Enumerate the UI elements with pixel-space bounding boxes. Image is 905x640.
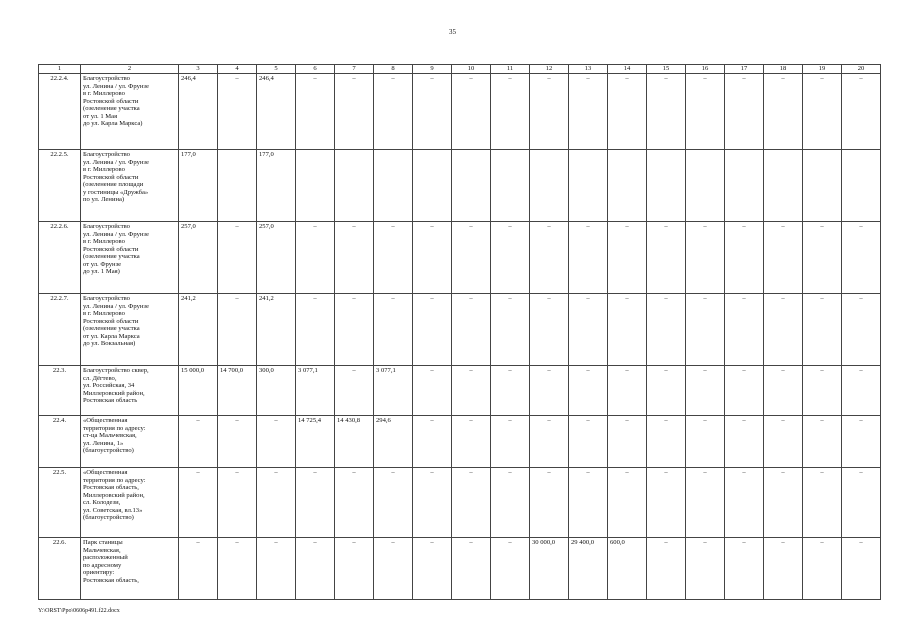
value-cell [530, 150, 569, 222]
column-number-cell: 2 [81, 65, 179, 74]
row-number-cell: 22.2.7. [39, 294, 81, 366]
value-cell: – [491, 222, 530, 294]
value-cell: 30 000,0 [530, 538, 569, 600]
column-number-row [39, 65, 881, 74]
value-cell: – [647, 222, 686, 294]
value-cell: – [725, 294, 764, 366]
value-cell: – [218, 294, 257, 366]
value-cell: – [764, 366, 803, 416]
value-cell: – [491, 538, 530, 600]
value-cell [764, 150, 803, 222]
table-row [39, 74, 881, 150]
row-number-cell: 22.2.4. [39, 74, 81, 150]
value-cell: – [296, 468, 335, 538]
value-cell: – [608, 416, 647, 468]
value-cell: – [608, 74, 647, 150]
value-cell: 246,4 [257, 74, 296, 150]
column-number-cell: 3 [179, 65, 218, 74]
value-cell: – [413, 294, 452, 366]
object-name-cell: Благоустройство ул. Ленина / ул. Фрунзе в г. Миллерово Ростовской области (озеленение участка от ул. Карла Маркса до ул. Вокзальная) [81, 294, 179, 366]
value-cell: – [803, 222, 842, 294]
value-cell: – [569, 222, 608, 294]
value-cell: – [608, 366, 647, 416]
value-cell: – [491, 294, 530, 366]
value-cell: – [452, 222, 491, 294]
value-cell: 14 430,8 [335, 416, 374, 468]
value-cell: 3 077,1 [374, 366, 413, 416]
column-number-cell: 13 [569, 65, 608, 74]
value-cell: – [335, 74, 374, 150]
column-number-cell: 1 [39, 65, 81, 74]
value-cell: – [218, 74, 257, 150]
value-cell: – [452, 74, 491, 150]
value-cell: 14 725,4 [296, 416, 335, 468]
value-cell: – [842, 538, 881, 600]
object-name-cell: Благоустройство сквер, сл. Дёгтево, ул. Российская, 34 Миллеровский район, Ростовская область [81, 366, 179, 416]
column-number-cell: 18 [764, 65, 803, 74]
value-cell: 257,0 [257, 222, 296, 294]
value-cell: – [764, 416, 803, 468]
value-cell: – [842, 416, 881, 468]
value-cell: – [803, 74, 842, 150]
row-number-cell: 22.6. [39, 538, 81, 600]
value-cell: – [179, 416, 218, 468]
value-cell: – [491, 468, 530, 538]
value-cell: – [413, 74, 452, 150]
value-cell [452, 150, 491, 222]
value-cell: – [569, 416, 608, 468]
value-cell [374, 150, 413, 222]
value-cell [569, 150, 608, 222]
object-name-cell: «Общественная территория по адресу: Ростовская область, Миллеровский район, сл. Колодези, ул. Советская, вл.13» (благоустройство) [81, 468, 179, 538]
value-cell: – [725, 416, 764, 468]
table-row [39, 366, 881, 416]
value-cell: – [218, 468, 257, 538]
value-cell: 177,0 [257, 150, 296, 222]
value-cell: – [842, 222, 881, 294]
value-cell: – [374, 468, 413, 538]
value-cell: – [218, 222, 257, 294]
column-number-cell: 4 [218, 65, 257, 74]
column-number-cell: 19 [803, 65, 842, 74]
value-cell: – [335, 222, 374, 294]
value-cell: – [530, 416, 569, 468]
value-cell: – [647, 366, 686, 416]
value-cell: – [803, 468, 842, 538]
value-cell: – [218, 416, 257, 468]
value-cell [686, 150, 725, 222]
value-cell: – [647, 468, 686, 538]
value-cell [803, 150, 842, 222]
value-cell: – [374, 222, 413, 294]
value-cell: – [686, 74, 725, 150]
value-cell: – [842, 74, 881, 150]
value-cell [842, 150, 881, 222]
row-number-cell: 22.3. [39, 366, 81, 416]
column-number-cell: 9 [413, 65, 452, 74]
value-cell [491, 150, 530, 222]
value-cell: – [413, 222, 452, 294]
value-cell: – [374, 74, 413, 150]
value-cell: – [686, 538, 725, 600]
value-cell: – [686, 222, 725, 294]
column-number-cell: 10 [452, 65, 491, 74]
table-row [39, 416, 881, 468]
value-cell: – [842, 366, 881, 416]
program-table [38, 64, 881, 600]
table-row [39, 222, 881, 294]
value-cell [413, 150, 452, 222]
value-cell: – [452, 538, 491, 600]
value-cell: – [608, 294, 647, 366]
row-number-cell: 22.2.5. [39, 150, 81, 222]
value-cell: – [569, 366, 608, 416]
value-cell: – [530, 294, 569, 366]
value-cell: – [296, 222, 335, 294]
value-cell: – [764, 538, 803, 600]
value-cell: – [647, 294, 686, 366]
value-cell: 3 077,1 [296, 366, 335, 416]
page-number: 35 [449, 28, 456, 36]
value-cell: – [647, 416, 686, 468]
value-cell: 29 400,0 [569, 538, 608, 600]
value-cell: – [725, 74, 764, 150]
value-cell: – [803, 416, 842, 468]
row-number-cell: 22.2.6. [39, 222, 81, 294]
column-number-cell: 8 [374, 65, 413, 74]
value-cell: – [452, 366, 491, 416]
value-cell [647, 150, 686, 222]
value-cell: 241,2 [179, 294, 218, 366]
value-cell: 14 700,0 [218, 366, 257, 416]
value-cell: – [257, 468, 296, 538]
value-cell: – [647, 74, 686, 150]
value-cell: – [335, 294, 374, 366]
value-cell: – [374, 294, 413, 366]
object-name-cell: Парк станицы Мальчевская, расположенный по адресному ориентиру: Ростовская область, [81, 538, 179, 600]
value-cell: – [803, 366, 842, 416]
value-cell: – [179, 468, 218, 538]
value-cell: 257,0 [179, 222, 218, 294]
value-cell: – [725, 468, 764, 538]
value-cell [218, 150, 257, 222]
value-cell: – [452, 294, 491, 366]
value-cell: – [257, 538, 296, 600]
value-cell: – [296, 74, 335, 150]
value-cell: – [335, 468, 374, 538]
value-cell: – [530, 468, 569, 538]
column-number-cell: 16 [686, 65, 725, 74]
value-cell: 294,6 [374, 416, 413, 468]
value-cell: – [764, 468, 803, 538]
value-cell [335, 150, 374, 222]
value-cell: – [335, 538, 374, 600]
value-cell: – [179, 538, 218, 600]
value-cell: – [647, 538, 686, 600]
table-row [39, 294, 881, 366]
value-cell: – [413, 538, 452, 600]
value-cell [608, 150, 647, 222]
column-number-cell: 12 [530, 65, 569, 74]
table-row [39, 468, 881, 538]
value-cell: – [413, 366, 452, 416]
value-cell: – [764, 222, 803, 294]
value-cell: – [725, 222, 764, 294]
value-cell: 177,0 [179, 150, 218, 222]
object-name-cell: «Общественная территория по адресу: ст-ца Мальчевская, ул. Ленина, 1» (благоустройство) [81, 416, 179, 468]
value-cell: – [569, 294, 608, 366]
value-cell: – [413, 416, 452, 468]
value-cell: 600,0 [608, 538, 647, 600]
value-cell: – [803, 294, 842, 366]
value-cell: – [842, 468, 881, 538]
value-cell: – [491, 366, 530, 416]
value-cell: – [803, 538, 842, 600]
value-cell: – [725, 538, 764, 600]
column-number-cell: 17 [725, 65, 764, 74]
value-cell: – [725, 366, 764, 416]
value-cell: – [686, 416, 725, 468]
value-cell: – [491, 74, 530, 150]
value-cell: – [764, 74, 803, 150]
value-cell: – [335, 366, 374, 416]
value-cell [296, 150, 335, 222]
value-cell: 241,2 [257, 294, 296, 366]
column-number-cell: 7 [335, 65, 374, 74]
value-cell: – [530, 74, 569, 150]
object-name-cell: Благоустройство ул. Ленина / ул. Фрунзе в г. Миллерово Ростовской области (озеленение площади у гостиницы «Дружба» по ул. Ленина) [81, 150, 179, 222]
value-cell: – [842, 294, 881, 366]
value-cell: – [452, 468, 491, 538]
value-cell: – [491, 416, 530, 468]
value-cell: – [296, 538, 335, 600]
value-cell: – [686, 366, 725, 416]
value-cell: – [608, 222, 647, 294]
value-cell: 300,0 [257, 366, 296, 416]
file-path-footer: Y:\ORST\Ppo\0606p491.f22.docx [38, 608, 120, 614]
row-number-cell: 22.5. [39, 468, 81, 538]
value-cell: – [452, 416, 491, 468]
row-number-cell: 22.4. [39, 416, 81, 468]
column-number-cell: 5 [257, 65, 296, 74]
table-row [39, 150, 881, 222]
value-cell: – [569, 468, 608, 538]
value-cell: – [413, 468, 452, 538]
value-cell: – [530, 222, 569, 294]
column-number-cell: 14 [608, 65, 647, 74]
value-cell: – [569, 74, 608, 150]
value-cell: – [257, 416, 296, 468]
column-number-cell: 20 [842, 65, 881, 74]
column-number-cell: 6 [296, 65, 335, 74]
object-name-cell: Благоустройство ул. Ленина / ул. Фрунзе в г. Миллерово Ростовской области (озеленение участка от ул. Фрунзе до ул. 1 Мая) [81, 222, 179, 294]
value-cell: – [218, 538, 257, 600]
value-cell: 246,4 [179, 74, 218, 150]
table-row [39, 538, 881, 600]
value-cell [725, 150, 764, 222]
column-number-cell: 15 [647, 65, 686, 74]
column-number-cell: 11 [491, 65, 530, 74]
object-name-cell: Благоустройство ул. Ленина / ул. Фрунзе в г. Миллерово Ростовской области (озеленение участка от ул. 1 Мая до ул. Карла Маркса) [81, 74, 179, 150]
value-cell: 15 000,0 [179, 366, 218, 416]
value-cell: – [686, 468, 725, 538]
value-cell: – [608, 468, 647, 538]
value-cell: – [296, 294, 335, 366]
value-cell: – [374, 538, 413, 600]
value-cell: – [764, 294, 803, 366]
value-cell: – [530, 366, 569, 416]
value-cell: – [686, 294, 725, 366]
